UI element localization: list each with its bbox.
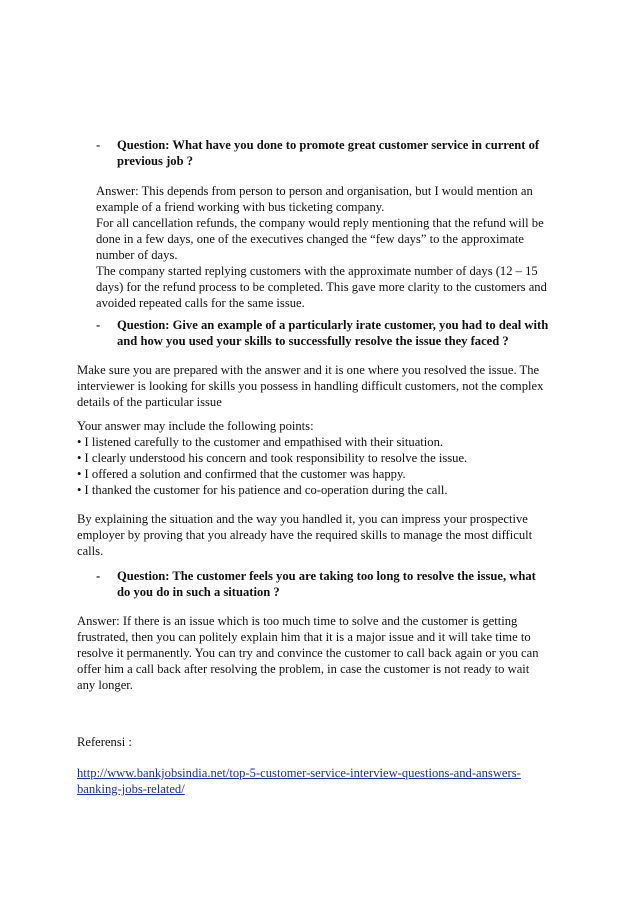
- bullet-point: • I offered a solution and confirmed that the customer was happy.: [77, 467, 406, 481]
- answer-3-line: resolve it permanently. You can try and convince the customer to call back again or you can: [77, 646, 539, 660]
- question-1-line: Question: What have you done to promote great customer service in current of: [117, 138, 540, 152]
- answer-1-line: number of days.: [96, 248, 178, 262]
- question-2-line: and how you used your skills to successfully resolve the issue they faced ?: [117, 334, 509, 348]
- paragraph-line: interviewer is looking for skills you possess in handling difficult customers, not the complex: [77, 379, 544, 393]
- paragraph-line: Make sure you are prepared with the answer and it is one where you resolved the issue. The: [77, 363, 540, 377]
- answer-3-line: Answer: If there is an issue which is too much time to solve and the customer is getting: [77, 614, 518, 628]
- paragraph-impress: [77, 511, 557, 559]
- answer-1-line: days) for the refund process to be completed. This gave more clarity to the customers and: [96, 280, 547, 294]
- answer-1-line: done in a few days, one of the executives changed the “few days” to the approximate: [96, 232, 525, 246]
- bullet-point: • I clearly understood his concern and took responsibility to resolve the issue.: [77, 451, 468, 465]
- reference-link-line[interactable]: banking-jobs-related/: [77, 782, 185, 796]
- question-1-bullet: -: [96, 138, 101, 152]
- question-3-line: Question: The customer feels you are taking too long to resolve the issue, what: [117, 569, 536, 583]
- question-2: [96, 317, 566, 349]
- answer-3-line: offer him a call back after resolving the problem, in case the customer is not ready to wait: [77, 662, 530, 676]
- bullet-point: • I thanked the customer for his patience and co-operation during the call.: [77, 483, 448, 497]
- question-1-line: previous job ?: [117, 154, 194, 168]
- paragraph-preparation: [77, 362, 557, 410]
- answer-1-line: For all cancellation refunds, the company would reply mentioning that the refund will be: [96, 216, 544, 230]
- reference-link[interactable]: [77, 765, 557, 797]
- paragraph-line: details of the particular issue: [77, 395, 222, 409]
- paragraph-points: [77, 418, 557, 498]
- paragraph-line: Your answer may include the following points:: [77, 419, 314, 433]
- question-2-bullet: -: [96, 318, 101, 332]
- paragraph-line: calls.: [77, 544, 104, 558]
- reference-link-line[interactable]: http://www.bankjobsindia.net/top-5-customer-service-interview-questions-and-answers-: [77, 766, 521, 780]
- answer-1: [96, 183, 566, 311]
- bullet-point: • I listened carefully to the customer and empathised with their situation.: [77, 435, 444, 449]
- reference-label: Referensi :: [77, 735, 132, 749]
- question-1: [96, 137, 566, 169]
- answer-3-line: any longer.: [77, 678, 133, 692]
- question-3: [96, 568, 566, 600]
- answer-3: [77, 613, 557, 693]
- answer-1-line: Answer: This depends from person to person and organisation, but I would mention an: [96, 184, 533, 198]
- paragraph-line: By explaining the situation and the way you handled it, you can impress your prospective: [77, 512, 528, 526]
- question-3-line: do you do in such a situation ?: [117, 585, 280, 599]
- answer-1-line: avoided repeated calls for the same issue.: [96, 296, 305, 310]
- paragraph-line: employer by proving that you already have the required skills to manage the most difficult: [77, 528, 533, 542]
- answer-1-line: The company started replying customers with the approximate number of days (12 – 15: [96, 264, 538, 278]
- answer-1-line: example of a friend working with bus ticketing company.: [96, 200, 385, 214]
- question-2-line: Question: Give an example of a particularly irate customer, you had to deal with: [117, 318, 549, 332]
- question-3-bullet: -: [96, 569, 101, 583]
- answer-3-line: frustrated, then you can politely explain him that it is a major issue and it will take time to: [77, 630, 531, 644]
